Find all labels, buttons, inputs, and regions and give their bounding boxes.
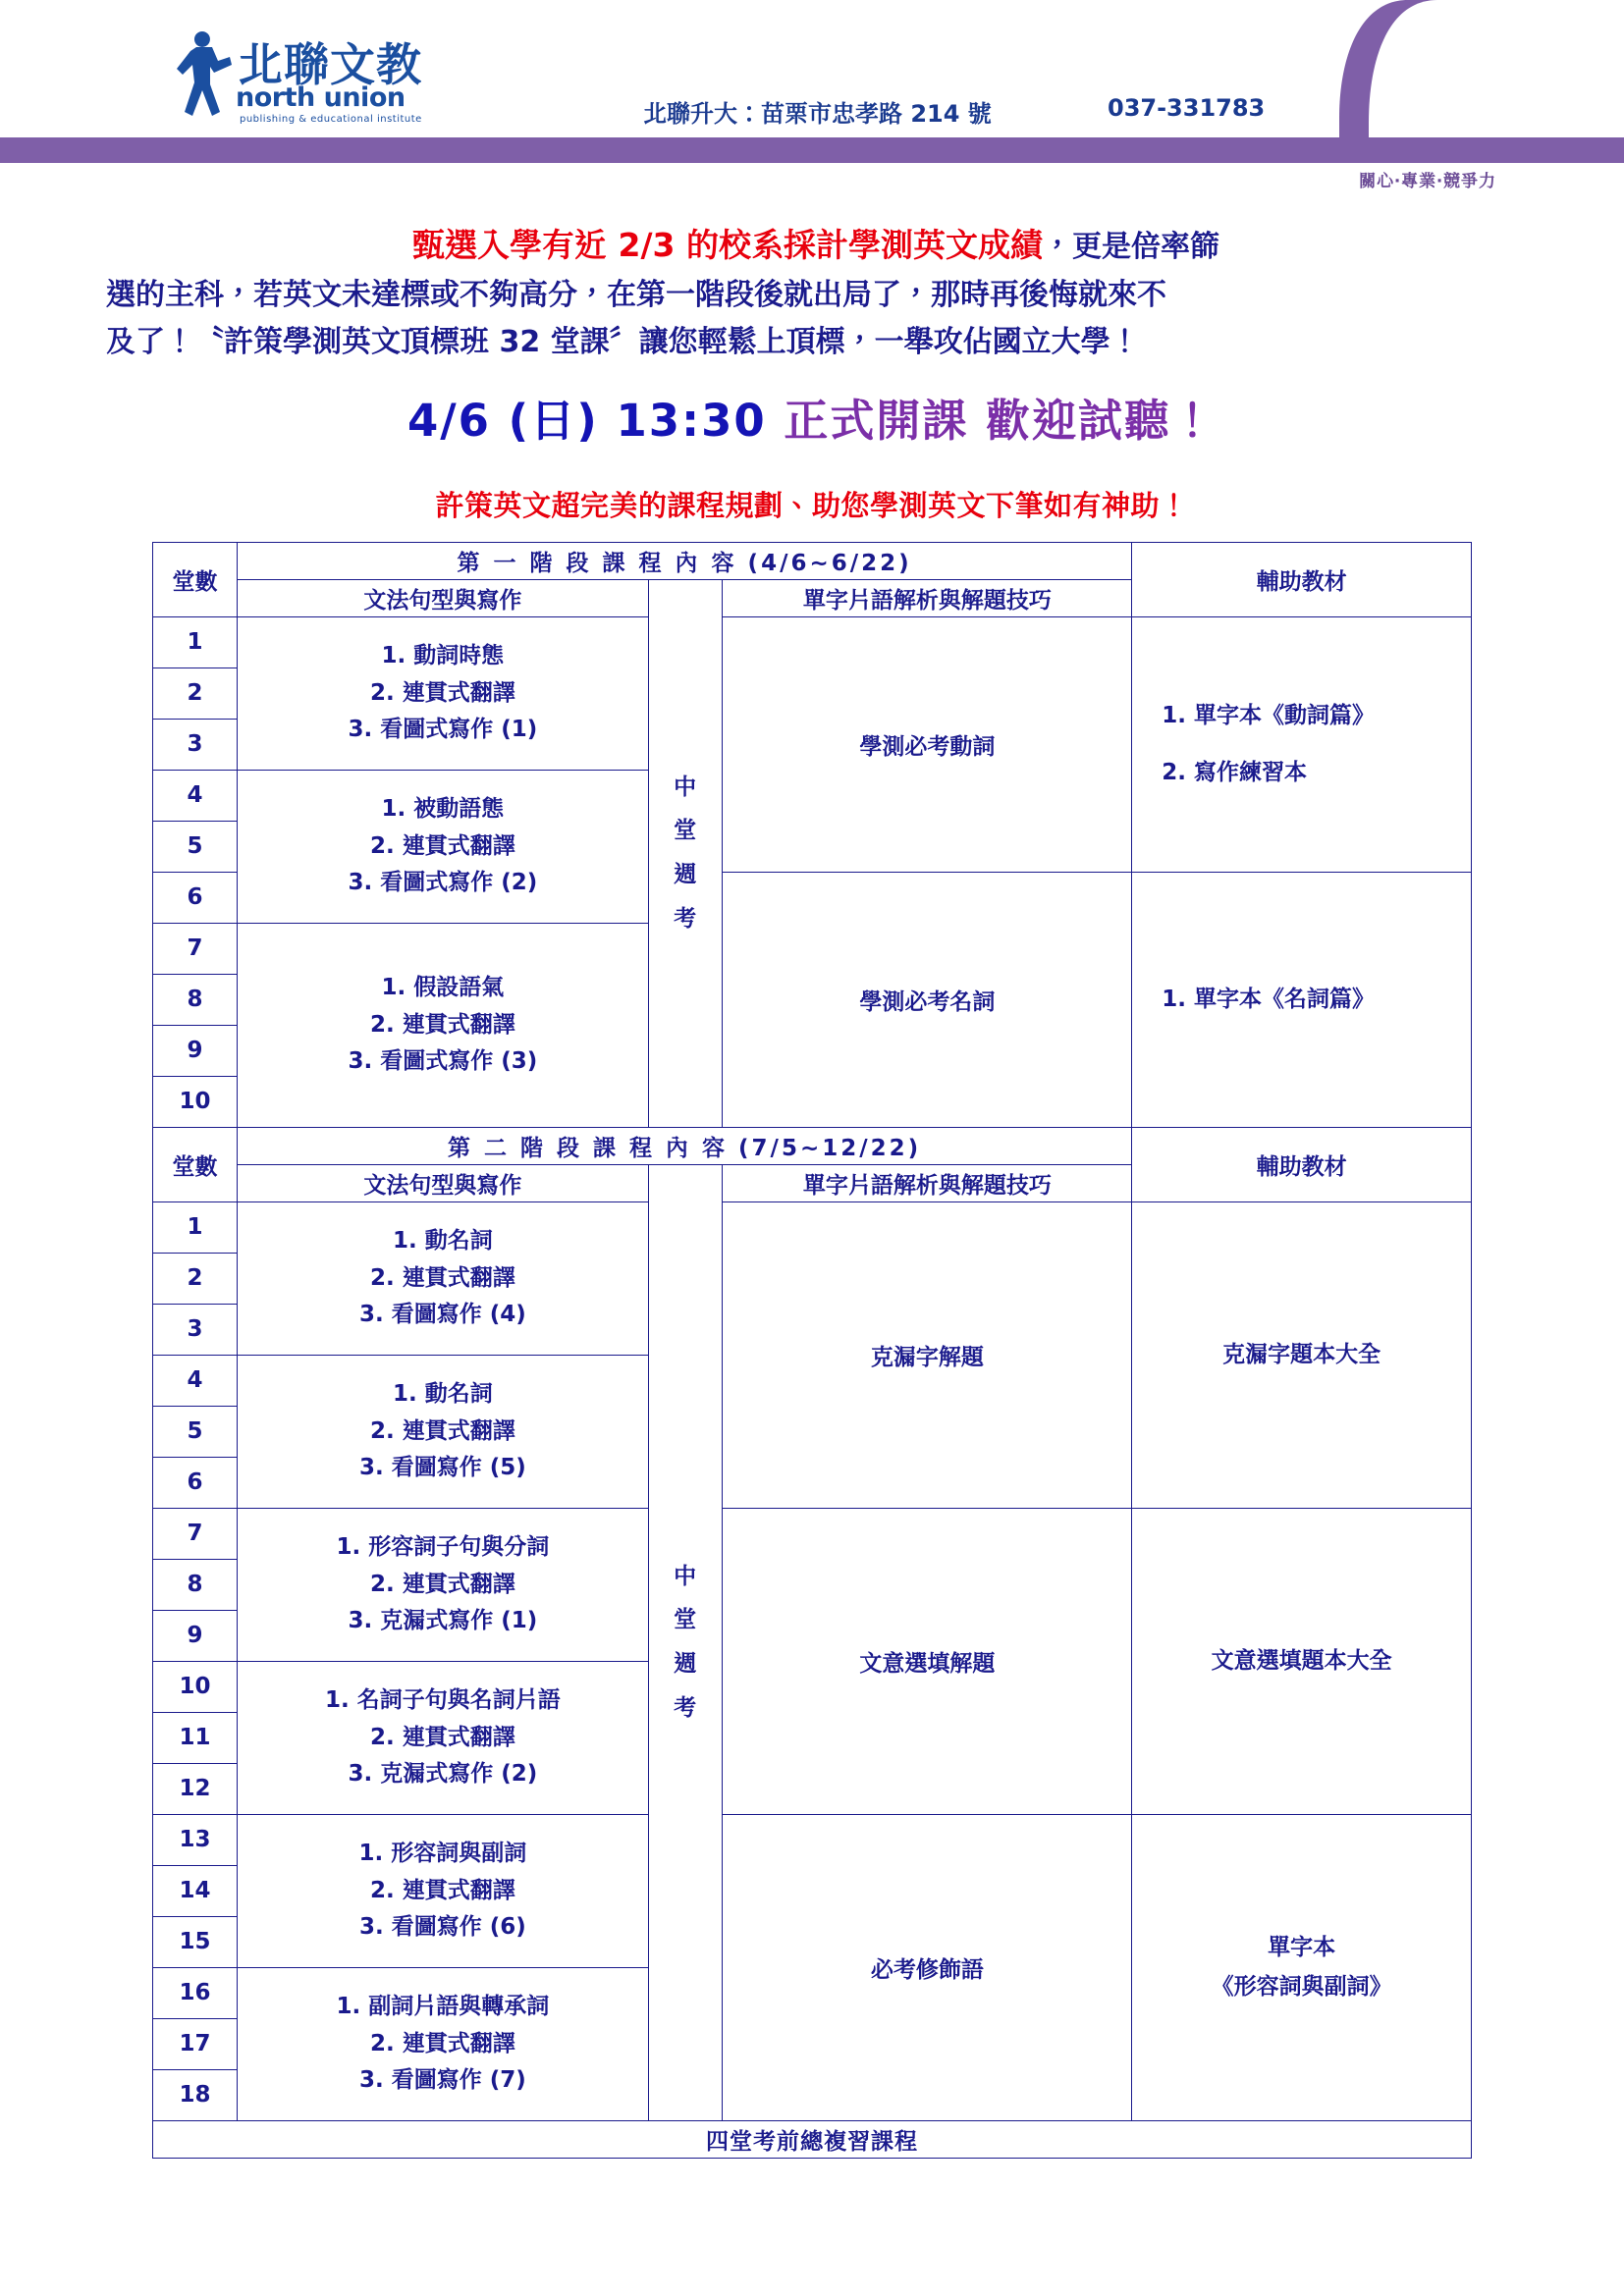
header-cell-vocabulary: 單字片語解析與解題技巧 <box>723 1164 1132 1201</box>
lesson-number: 8 <box>153 974 238 1025</box>
lesson-number: 3 <box>153 719 238 770</box>
phase1-midterm-label <box>648 579 722 1127</box>
grammar-line: 1. 名詞子句與名詞片語 <box>325 1687 561 1714</box>
grammar-block <box>237 1661 648 1814</box>
lesson-number: 13 <box>153 1814 238 1865</box>
grammar-line: 1. 動名詞 <box>393 1381 493 1408</box>
intro-line-2: 選的主科，若英文未達標或不夠高分，在第一階段後就出局了，那時再後悔就來不 <box>106 277 1166 312</box>
vocabulary-block: 必考修飾語 <box>723 1814 1132 2120</box>
header-phone: 037-331783 <box>1108 94 1266 122</box>
vocabulary-block: 學測必考動詞 <box>723 616 1132 872</box>
grammar-block <box>237 1355 648 1508</box>
lesson-number: 12 <box>153 1763 238 1814</box>
vocabulary-block: 學測必考名詞 <box>723 872 1132 1127</box>
table-row <box>153 1201 1472 1253</box>
midexam-char-4: 考 <box>674 906 698 933</box>
table-row <box>153 1814 1472 1865</box>
grammar-line: 1. 動名詞 <box>393 1228 493 1255</box>
header-cell-vocabulary: 單字片語解析與解題技巧 <box>723 579 1132 616</box>
grammar-line: 3. 看圖寫作 (6) <box>359 1913 526 1940</box>
lesson-number: 1 <box>153 1201 238 1253</box>
course-subtitle: 許策英文超完美的課程規劃、助您學測英文下筆如有神助！ <box>435 488 1189 522</box>
lesson-number: 4 <box>153 770 238 821</box>
intro-line-1 <box>106 219 1526 272</box>
material-line: 單字本 <box>1268 1935 1336 1961</box>
grammar-line: 3. 克漏式寫作 (2) <box>348 1760 538 1787</box>
lesson-number: 11 <box>153 1712 238 1763</box>
intro-highlight: 甄選入學有近 2/3 的校系採計學測英文成績 <box>412 226 1043 264</box>
grammar-line: 2. 連貫式翻譯 <box>370 1571 515 1597</box>
lesson-number: 15 <box>153 1916 238 1967</box>
header-slogan: 關心‧專業‧競爭力 <box>1359 172 1496 191</box>
lesson-number: 2 <box>153 667 238 719</box>
grammar-block <box>237 1814 648 1967</box>
grammar-line: 3. 看圖寫作 (4) <box>359 1301 526 1327</box>
midexam-char-3: 週 <box>674 1651 698 1678</box>
schedule-table-wrapper <box>152 542 1472 2159</box>
phase2-title: 第 二 階 段 課 程 內 容 (7/5~12/22) <box>237 1127 1131 1164</box>
material-line: 1. 單字本《名詞篇》 <box>1162 987 1376 1013</box>
lesson-number: 6 <box>153 872 238 923</box>
intro-line-3: 及了！〝許策學測英文頂標班 32 堂課〞讓您輕鬆上頂標，一舉攻佔國立大學！ <box>106 325 1140 360</box>
lesson-number: 4 <box>153 1355 238 1406</box>
material-line: 1. 單字本《動詞篇》 <box>1162 703 1376 729</box>
lesson-number: 17 <box>153 2018 238 2069</box>
intro-paragraph <box>106 219 1526 367</box>
grammar-line: 2. 連貫式翻譯 <box>370 1877 515 1903</box>
midexam-char-1: 中 <box>674 1563 698 1589</box>
table-row <box>153 2120 1472 2158</box>
table-row <box>153 542 1472 579</box>
header-address: 北聯升大：苗栗市忠孝路 214 號 <box>643 100 992 128</box>
course-start-headline <box>0 385 1624 449</box>
material-line: 克漏字題本大全 <box>1222 1342 1381 1368</box>
page-header <box>0 0 1624 191</box>
logo <box>157 27 442 131</box>
lesson-number: 18 <box>153 2069 238 2120</box>
header-cell-materials: 輔助教材 <box>1132 1127 1472 1201</box>
lesson-number: 3 <box>153 1304 238 1355</box>
material-block <box>1132 1508 1472 1814</box>
headline-rest-text: 正式開課 歡迎試聽！ <box>784 394 1218 447</box>
grammar-line: 1. 形容詞子句與分詞 <box>336 1534 550 1561</box>
lesson-number: 10 <box>153 1076 238 1127</box>
grammar-block <box>237 1508 648 1661</box>
table-row <box>153 1508 1472 1559</box>
grammar-line: 2. 連貫式翻譯 <box>370 832 515 859</box>
header-cell-lesson-count: 堂數 <box>153 1127 238 1201</box>
grammar-line: 1. 動詞時態 <box>381 643 505 669</box>
headline-date-text: 4/6 (日) 13:30 <box>406 394 767 447</box>
material-line: 《形容詞與副詞》 <box>1211 1974 1392 2001</box>
grammar-line: 2. 連貫式翻譯 <box>370 679 515 706</box>
lesson-number: 1 <box>153 616 238 667</box>
vocabulary-block: 文意選填解題 <box>723 1508 1132 1814</box>
lesson-number: 6 <box>153 1457 238 1508</box>
midexam-char-2: 堂 <box>674 818 698 844</box>
material-line: 文意選填題本大全 <box>1211 1648 1392 1675</box>
header-cell-grammar: 文法句型與寫作 <box>237 1164 648 1201</box>
lesson-number: 5 <box>153 821 238 872</box>
material-line: 2. 寫作練習本 <box>1162 760 1308 786</box>
grammar-line: 3. 看圖式寫作 (3) <box>348 1047 538 1074</box>
lesson-number: 9 <box>153 1025 238 1076</box>
grammar-line: 3. 看圖式寫作 (2) <box>348 869 538 895</box>
material-block <box>1132 1814 1472 2120</box>
lesson-number: 7 <box>153 1508 238 1559</box>
grammar-line: 1. 假設語氣 <box>381 975 505 1001</box>
lesson-number: 2 <box>153 1253 238 1304</box>
logo-chinese-text: 北聯文教 <box>238 38 422 91</box>
course-schedule-table <box>152 542 1472 2159</box>
logo-figure-icon <box>167 27 236 121</box>
midexam-char-3: 週 <box>674 862 698 888</box>
logo-english-subtext: publishing & educational institute <box>240 114 422 125</box>
material-block <box>1132 1201 1472 1508</box>
vocabulary-block: 克漏字解題 <box>723 1201 1132 1508</box>
lesson-number: 10 <box>153 1661 238 1712</box>
lesson-number: 5 <box>153 1406 238 1457</box>
grammar-line: 1. 形容詞與副詞 <box>358 1841 527 1867</box>
table-row <box>153 1127 1472 1164</box>
midexam-char-4: 考 <box>674 1695 698 1722</box>
grammar-line: 3. 看圖寫作 (7) <box>359 2066 526 2093</box>
grammar-block <box>237 1967 648 2120</box>
grammar-line: 1. 被動語態 <box>381 796 505 823</box>
grammar-line: 2. 連貫式翻譯 <box>370 1264 515 1291</box>
table-footer-note: 四堂考前總複習課程 <box>153 2120 1472 2158</box>
header-purple-bar <box>0 137 1624 163</box>
lesson-number: 9 <box>153 1610 238 1661</box>
lesson-number: 14 <box>153 1865 238 1916</box>
table-row <box>153 616 1472 667</box>
midexam-char-2: 堂 <box>674 1607 698 1633</box>
grammar-line: 1. 副詞片語與轉承詞 <box>336 1994 550 2020</box>
phase1-title: 第 一 階 段 課 程 內 容 (4/6~6/22) <box>237 542 1131 579</box>
grammar-line: 2. 連貫式翻譯 <box>370 1011 515 1038</box>
grammar-line: 3. 看圖式寫作 (1) <box>348 716 538 742</box>
header-cell-materials: 輔助教材 <box>1132 542 1472 616</box>
lesson-number: 7 <box>153 923 238 974</box>
material-block <box>1132 616 1472 872</box>
grammar-line: 2. 連貫式翻譯 <box>370 1724 515 1750</box>
header-cell-grammar: 文法句型與寫作 <box>237 579 648 616</box>
material-block <box>1132 872 1472 1127</box>
lesson-number: 16 <box>153 1967 238 2018</box>
grammar-block <box>237 923 648 1127</box>
midexam-char-1: 中 <box>674 774 698 800</box>
grammar-block <box>237 616 648 770</box>
header-cell-lesson-count: 堂數 <box>153 542 238 616</box>
grammar-line: 2. 連貫式翻譯 <box>370 2030 515 2056</box>
grammar-line: 3. 克漏式寫作 (1) <box>348 1607 538 1633</box>
phase2-midterm-label <box>648 1164 722 2120</box>
grammar-block <box>237 770 648 923</box>
grammar-line: 2. 連貫式翻譯 <box>370 1417 515 1444</box>
grammar-block <box>237 1201 648 1355</box>
material-spacer <box>1136 735 1467 753</box>
grammar-line: 3. 看圖寫作 (5) <box>359 1454 526 1480</box>
lesson-number: 8 <box>153 1559 238 1610</box>
logo-english-text: north union <box>236 82 406 113</box>
intro-line-1-tail: ，更是倍率篩 <box>1042 230 1219 264</box>
